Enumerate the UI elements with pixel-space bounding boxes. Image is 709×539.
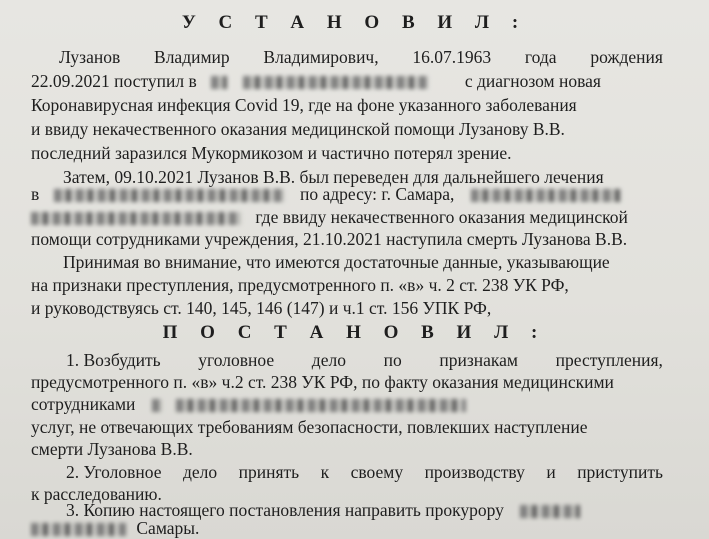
p2-line-3: где ввиду некачественного оказания медицинской: [31, 207, 628, 227]
redaction: [471, 189, 621, 202]
redaction: [31, 212, 241, 225]
p1-line-4: и ввиду некачественного оказания медицинской помощи Лузанову В.В.: [31, 119, 565, 139]
r1-line-2: предусмотренного п. «в» ч.2 ст. 238 УК РФ, по факту оказания медицинскими: [31, 372, 614, 392]
p3-line-1: Принимая во внимание, что имеются достаточные данные, указывающие: [63, 252, 610, 272]
redaction: [520, 505, 580, 518]
redaction: [31, 523, 126, 536]
heading-established: У С Т А Н О В И Л :: [181, 12, 528, 33]
p2-line-1: Затем, 09.10.2021 Лузанов В.В. был переведен для дальнейшего лечения: [63, 167, 604, 187]
r1-line-4: услуг, не отвечающих требованиям безопасности, повлекших наступление: [31, 417, 588, 437]
r3-line-1: 3. Копию настоящего постановления направить прокурору: [66, 500, 580, 520]
r2-line-1: 2. Уголовное дело принять к своему производству и приступить: [66, 462, 663, 482]
p2-line-4: помощи сотрудниками учреждения, 21.10.2021 наступила смерть Лузанова В.В.: [31, 229, 628, 249]
r3-line-2: Самары.: [31, 518, 199, 538]
p3-line-3: и руководствуясь ст. 140, 145, 146 (147) и ч.1 ст. 156 УПК РФ,: [31, 298, 492, 318]
p2-line-2: в по адресу: г. Самара,: [31, 184, 621, 204]
p1-line-1: Лузанов Владимир Владимирович, 16.07.1963 года рождения: [59, 47, 663, 67]
p1-line-2: 22.09.2021 поступил в с диагнозом новая: [31, 71, 601, 91]
redaction: [243, 76, 428, 89]
heading-resolved: П О С Т А Н О В И Л :: [162, 322, 547, 343]
redaction: [176, 399, 466, 412]
redaction: [211, 76, 227, 89]
r1-line-3: сотрудниками: [31, 394, 466, 414]
r1-line-1: 1. Возбудить уголовное дело по признакам преступления,: [66, 350, 663, 370]
p1-line-5: последний заразился Мукормикозом и частично потерял зрение.: [31, 143, 512, 163]
p3-line-2: на признаки преступления, предусмотренного п. «в» ч. 2 ст. 238 УК РФ,: [31, 275, 569, 295]
p1-line-3: Коронавирусная инфекция Covid 19, где на фоне указанного заболевания: [31, 95, 577, 115]
redaction: [54, 189, 284, 202]
redaction: [152, 399, 162, 412]
r1-line-5: смерти Лузанова В.В.: [31, 439, 193, 459]
r2-line-2: к расследованию.: [31, 484, 162, 504]
